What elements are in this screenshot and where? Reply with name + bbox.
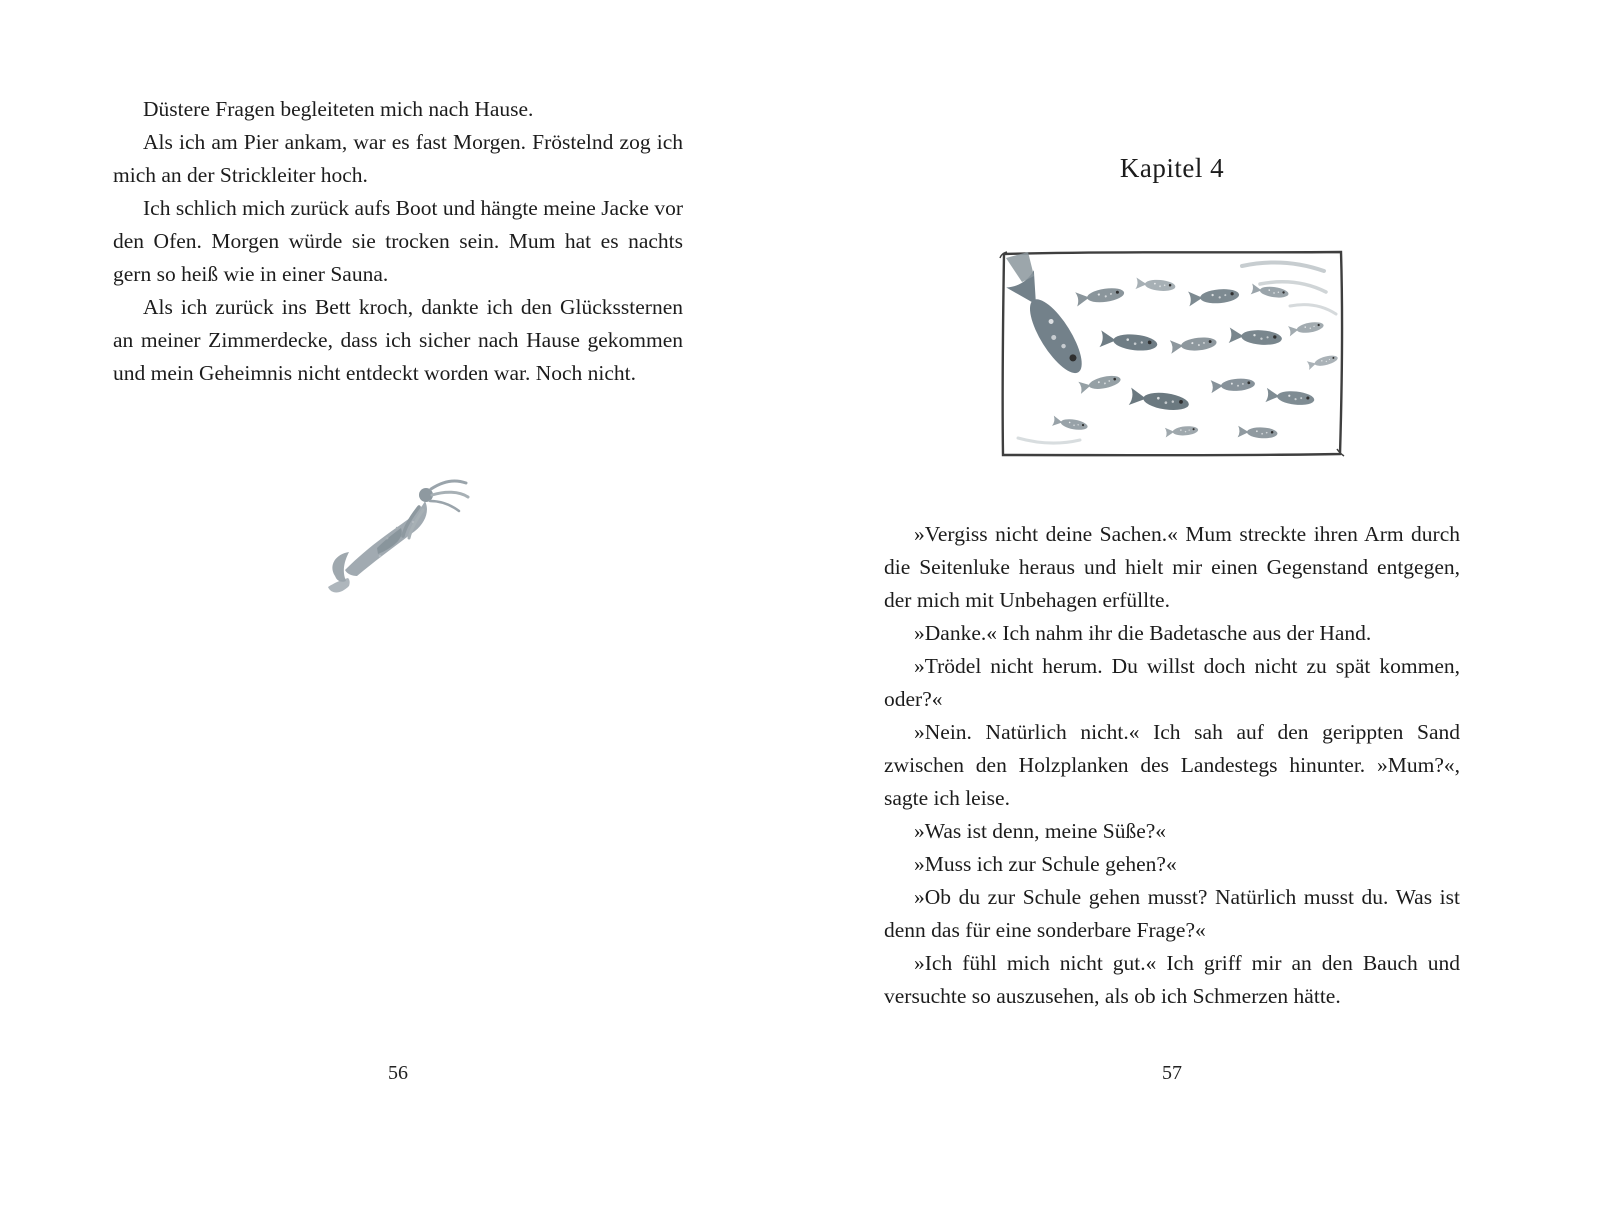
- left-text-block: [113, 93, 683, 390]
- paragraph: Als ich am Pier ankam, war es fast Morgen. Fröstelnd zog ich mich an der Strickleiter hoch.: [113, 130, 683, 187]
- paragraph: Düstere Fragen begleiteten mich nach Hause.: [143, 97, 534, 121]
- right-text-block: [884, 518, 1460, 1013]
- paragraph: Als ich zurück ins Bett kroch, dankte ich den Glückssternen an meiner Zimmerdecke, dass ich sicher nach Hause gekommen und mein Geheimnis nicht entdeckt worden war. Noch nicht.: [113, 295, 683, 385]
- page-right: [884, 0, 1460, 1228]
- paragraph: »Danke.« Ich nahm ihr die Badetasche aus der Hand.: [914, 621, 1372, 645]
- page-number-left: 56: [388, 1062, 408, 1084]
- paragraph: »Was ist denn, meine Süße?«: [914, 819, 1167, 843]
- mermaid-svg: [325, 470, 475, 610]
- paragraph: »Ich fühl mich nicht gut.« Ich griff mir an den Bauch und versuchte so auszusehen, als ob ich Schmerzen hätte.: [884, 951, 1460, 1008]
- paragraph: »Trödel nicht herum. Du willst doch nicht zu spät kommen, oder?«: [884, 654, 1460, 711]
- paragraph: Ich schlich mich zurück aufs Boot und hängte meine Jacke vor den Ofen. Morgen würde sie trocken sein. Mum hat es nachts gern so heiß wie in einer Sauna.: [113, 196, 683, 286]
- fish-school-svg: [994, 246, 1350, 462]
- paragraph: »Nein. Natürlich nicht.« Ich sah auf den gerippten Sand zwischen den Holzplanken des Landestegs hinunter. »Mum?«, sagte ich leise.: [884, 720, 1460, 810]
- chapter-title: Kapitel 4: [1119, 153, 1225, 183]
- paragraph: »Ob du zur Schule gehen musst? Natürlich musst du. Was ist denn das für eine sonderbare Frage?«: [884, 885, 1460, 942]
- paragraph: »Muss ich zur Schule gehen?«: [914, 852, 1177, 876]
- page-left: [113, 0, 683, 1228]
- paragraph: »Vergiss nicht deine Sachen.« Mum streckte ihren Arm durch die Seitenluke heraus und hielt mir einen Gegenstand entgegen, der mich mit Unbehagen erfüllte.: [884, 522, 1460, 612]
- mermaid-illustration: [325, 470, 475, 610]
- fish-school-illustration: [994, 246, 1350, 462]
- page-number-right: 57: [1162, 1062, 1182, 1084]
